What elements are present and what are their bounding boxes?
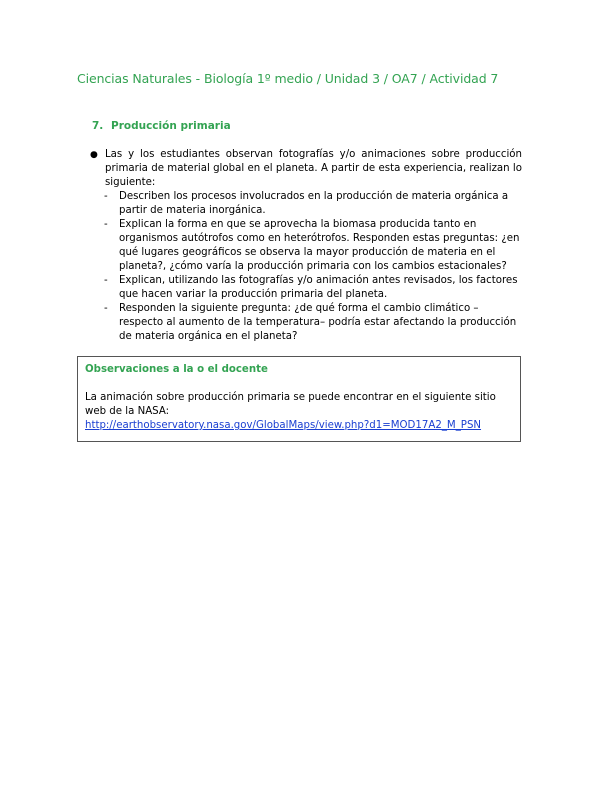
bullet-icon: ●: [90, 150, 98, 160]
section-number: 7.: [92, 120, 104, 132]
observations-title: Observaciones a la o el docente: [85, 364, 268, 375]
page-header: Ciencias Naturales - Biología 1º medio / Unidad 3 / OA7 / Actividad 7: [77, 71, 499, 86]
dash-icon: -: [104, 303, 108, 314]
nasa-link[interactable]: http://earthobservatory.nasa.gov/GlobalMaps/view.php?d1=MOD17A2_M_PSN: [85, 420, 482, 431]
list-item-text: Explican, utilizando las fotografías y/o animación antes revisados, los factores que hacen variar la producción primaria del planeta.: [119, 275, 518, 300]
list-item: [90, 190, 522, 218]
observations-text: La animación sobre producción primaria se puede encontrar en el siguiente sitio web de la NASA:: [85, 392, 496, 417]
list-item: [90, 218, 522, 274]
observations-box: [77, 356, 521, 442]
sub-list: [90, 190, 522, 344]
bullet-item: [90, 148, 522, 190]
dash-icon: -: [104, 191, 108, 202]
list-item: [90, 302, 522, 344]
dash-icon: -: [104, 219, 108, 230]
list-item-text: Responden la siguiente pregunta: ¿de qué forma el cambio climático – respecto al aumento de la temperatura– podría estar afectando la producción de materia orgánica en el planeta?: [119, 303, 517, 342]
bullet-text: Las y los estudiantes observan fotografías y/o animaciones sobre producción primaria de material global en el planeta. A partir de esta experiencia, realizan lo siguiente:: [105, 149, 522, 188]
list-item-text: Explican la forma en que se aprovecha la biomasa producida tanto en organismos autótrofos como en heterótrofos. Responden estas preguntas: ¿en qué lugares geográficos se observa la mayor producción de materia en el planeta?, ¿cómo varía la producción primaria con los cambios estacionales?: [119, 219, 520, 272]
activity-content: [90, 148, 522, 344]
dash-icon: -: [104, 275, 108, 286]
list-item: [90, 274, 522, 302]
section-title: [92, 120, 231, 132]
list-item-text: Describen los procesos involucrados en la producción de materia orgánica a partir de materia inorgánica.: [119, 191, 509, 216]
section-title-text: Producción primaria: [111, 120, 231, 132]
